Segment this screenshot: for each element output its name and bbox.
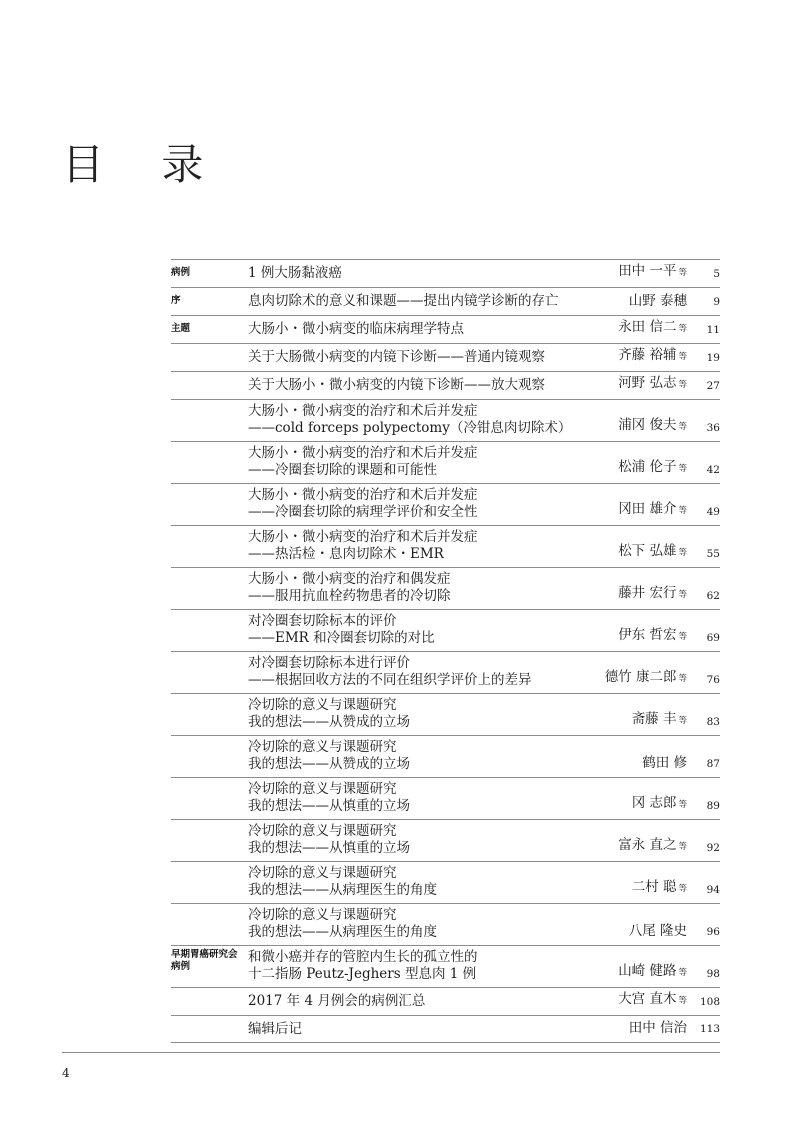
toc-entry-title bbox=[248, 949, 580, 983]
toc-row bbox=[171, 371, 720, 399]
toc-author-etal: 等 bbox=[678, 422, 687, 432]
toc-author-etal: 等 bbox=[678, 884, 687, 894]
toc-row bbox=[171, 609, 720, 651]
toc-page-number: 55 bbox=[706, 548, 720, 560]
toc-author-etal: 等 bbox=[678, 464, 687, 474]
toc-page-number: 94 bbox=[706, 884, 720, 896]
toc-author-etal: 等 bbox=[678, 268, 687, 278]
toc-row bbox=[171, 651, 720, 693]
toc-page-number: 76 bbox=[706, 674, 720, 686]
toc-author-name: 斋藤 丰 bbox=[631, 711, 677, 727]
toc-entry-line: 关于大肠微小病变的内镜下诊断——普通内镜观察 bbox=[248, 349, 545, 365]
toc-page-number: 98 bbox=[706, 968, 720, 980]
toc-entry-line: 1 例大肠黏液癌 bbox=[248, 265, 342, 281]
toc-author bbox=[618, 543, 687, 562]
toc-entry-title bbox=[248, 655, 580, 689]
toc-author bbox=[618, 991, 687, 1010]
toc-author-name: 富永 直之 bbox=[618, 837, 677, 853]
toc-row bbox=[171, 693, 720, 735]
toc-entry-line: 冷切除的意义与课题研究 bbox=[248, 865, 397, 881]
toc-entry-line: 大肠小・微小病变的治疗和术后并发症 bbox=[248, 403, 478, 419]
toc-author bbox=[629, 923, 687, 940]
toc-entry-title bbox=[248, 1021, 580, 1038]
toc-entry-line: 我的想法——从赞成的立场 bbox=[248, 756, 410, 772]
toc-row bbox=[171, 399, 720, 441]
toc-author-etal: 等 bbox=[678, 716, 687, 726]
toc-author bbox=[618, 347, 687, 366]
footer-rule bbox=[62, 1052, 720, 1053]
toc-author-etal: 等 bbox=[678, 548, 687, 558]
toc-entry-line: 大肠小・微小病变的临床病理学特点 bbox=[248, 321, 464, 337]
toc-entry-line: ——EMR 和冷圈套切除的对比 bbox=[248, 630, 435, 646]
toc-row bbox=[171, 1015, 720, 1043]
toc-author-name: 德竹 康二郎 bbox=[604, 669, 677, 685]
toc-page-number: 62 bbox=[706, 590, 720, 602]
toc-entry-line: 和微小癌并存的管腔内生长的孤立性的 bbox=[248, 949, 478, 965]
toc-row bbox=[171, 735, 720, 777]
toc-entry-line: 冷切除的意义与课题研究 bbox=[248, 739, 397, 755]
toc-row bbox=[171, 315, 720, 343]
toc-entry-title bbox=[248, 293, 580, 310]
toc-page-number: 19 bbox=[706, 352, 720, 364]
toc-author bbox=[618, 459, 687, 478]
toc-author-name: 永田 信二 bbox=[618, 319, 677, 335]
toc-author-etal: 等 bbox=[678, 800, 687, 810]
toc-author-name: 大宫 直木 bbox=[618, 991, 677, 1007]
toc-row bbox=[171, 903, 720, 945]
toc-author-name: 山崎 健路 bbox=[618, 963, 677, 979]
table-of-contents bbox=[171, 259, 720, 1043]
toc-author-name: 田中 信治 bbox=[628, 1020, 687, 1036]
toc-entry-title bbox=[248, 321, 580, 338]
toc-entry-line: 息肉切除术的意义和课题——提出内镜学诊断的存亡 bbox=[248, 293, 559, 309]
page-number: 4 bbox=[62, 1066, 70, 1080]
toc-author-etal: 等 bbox=[678, 352, 687, 362]
toc-author-name: 八尾 隆史 bbox=[628, 923, 687, 939]
toc-entry-line: ——服用抗血栓药物患者的冷切除 bbox=[248, 588, 451, 604]
toc-page-number: 92 bbox=[706, 842, 720, 854]
toc-row bbox=[171, 861, 720, 903]
toc-author-etal: 等 bbox=[678, 506, 687, 516]
toc-row bbox=[171, 567, 720, 609]
toc-author-name: 藤井 宏行 bbox=[618, 585, 677, 601]
toc-entry-title bbox=[248, 781, 580, 815]
toc-page-number: 9 bbox=[713, 296, 720, 308]
toc-entry-line: 大肠小・微小病变的治疗和术后并发症 bbox=[248, 487, 478, 503]
toc-row bbox=[171, 441, 720, 483]
toc-author-etal: 等 bbox=[678, 590, 687, 600]
toc-author-etal: 等 bbox=[678, 842, 687, 852]
toc-author bbox=[618, 963, 687, 982]
toc-entry-line: ——cold forceps polypectomy（冷钳息肉切除术） bbox=[248, 420, 572, 436]
page-title: 目 录 bbox=[62, 140, 226, 189]
toc-entry-title bbox=[248, 265, 580, 282]
toc-entry-line: 对冷圈套切除标本进行评价 bbox=[248, 655, 410, 671]
toc-page-number: 49 bbox=[706, 506, 720, 518]
toc-entry-line: ——冷圈套切除的课题和可能性 bbox=[248, 462, 437, 478]
toc-author-name: 冈 志郎 bbox=[631, 795, 677, 811]
toc-entry-title bbox=[248, 993, 580, 1010]
toc-author-name: 齐藤 裕辅 bbox=[618, 347, 677, 363]
toc-author bbox=[632, 879, 687, 898]
toc-row bbox=[171, 819, 720, 861]
toc-row bbox=[171, 987, 720, 1015]
toc-entry-line: 我的想法——从病理医生的角度 bbox=[248, 924, 437, 940]
toc-author bbox=[618, 319, 687, 338]
toc-entry-title bbox=[248, 907, 580, 941]
toc-page-number: 36 bbox=[706, 422, 720, 434]
toc-entry-title bbox=[248, 613, 580, 647]
toc-entry-line: 编辑后记 bbox=[248, 1021, 302, 1037]
toc-author-name: 松下 弘雄 bbox=[618, 543, 677, 559]
toc-author bbox=[618, 585, 687, 604]
toc-entry-title bbox=[248, 739, 580, 773]
toc-entry-line: 大肠小・微小病变的治疗和偶发症 bbox=[248, 571, 451, 587]
toc-page-number: 83 bbox=[706, 716, 720, 728]
toc-page-number: 42 bbox=[706, 464, 720, 476]
toc-entry-line: 我的想法——从赞成的立场 bbox=[248, 714, 410, 730]
toc-entry-title bbox=[248, 529, 580, 563]
toc-entry-title bbox=[248, 487, 580, 521]
toc-section-label: 序 bbox=[171, 295, 181, 306]
toc-entry-line: 对冷圈套切除标本的评价 bbox=[248, 613, 397, 629]
toc-author bbox=[629, 1020, 687, 1037]
toc-author bbox=[632, 795, 687, 814]
toc-page-number: 96 bbox=[706, 926, 720, 938]
toc-entry-line: 大肠小・微小病变的治疗和术后并发症 bbox=[248, 445, 478, 461]
toc-author-name: 鹤田 修 bbox=[642, 755, 687, 771]
toc-author-etal: 等 bbox=[678, 968, 687, 978]
toc-section-label: 主题 bbox=[171, 323, 191, 334]
toc-entry-line: 大肠小・微小病变的治疗和术后并发症 bbox=[248, 529, 478, 545]
toc-author bbox=[618, 263, 687, 282]
toc-row bbox=[171, 777, 720, 819]
toc-author bbox=[629, 293, 687, 310]
toc-author bbox=[605, 669, 687, 688]
toc-author bbox=[618, 417, 687, 436]
toc-author-name: 田中 一平 bbox=[618, 263, 677, 279]
toc-entry-line: 关于大肠小・微小病变的内镜下诊断——放大观察 bbox=[248, 377, 545, 393]
toc-entry-line: 我的想法——从病理医生的角度 bbox=[248, 882, 437, 898]
toc-page-number: 11 bbox=[706, 324, 720, 336]
toc-entry-line: 我的想法——从慎重的立场 bbox=[248, 798, 410, 814]
toc-author-name: 伊东 哲宏 bbox=[618, 627, 677, 643]
toc-author-etal: 等 bbox=[678, 380, 687, 390]
toc-entry-line: 冷切除的意义与课题研究 bbox=[248, 781, 397, 797]
toc-author-etal: 等 bbox=[678, 324, 687, 334]
toc-page-number: 108 bbox=[699, 996, 720, 1008]
toc-entry-line: 十二指肠 Peutz-Jeghers 型息肉 1 例 bbox=[248, 966, 477, 982]
toc-entry-line: 我的想法——从慎重的立场 bbox=[248, 840, 410, 856]
toc-author-name: 浦冈 俊夫 bbox=[618, 417, 677, 433]
toc-page-number: 113 bbox=[699, 1023, 720, 1035]
toc-section-label: 早期胃癌研究会 病例 bbox=[171, 949, 238, 972]
toc-row bbox=[171, 483, 720, 525]
toc-page-number: 27 bbox=[706, 380, 720, 392]
toc-section-label: 病例 bbox=[171, 267, 191, 278]
toc-entry-line: 冷切除的意义与课题研究 bbox=[248, 823, 397, 839]
toc-entry-title bbox=[248, 445, 580, 479]
toc-entry-line: ——热活检・息肉切除术・EMR bbox=[248, 546, 444, 562]
toc-author bbox=[618, 627, 687, 646]
toc-entry-title bbox=[248, 571, 580, 605]
toc-row bbox=[171, 259, 720, 287]
toc-entry-title bbox=[248, 403, 580, 437]
toc-entry-title bbox=[248, 349, 580, 366]
toc-row bbox=[171, 945, 720, 987]
toc-entry-line: 冷切除的意义与课题研究 bbox=[248, 907, 397, 923]
toc-page-number: 69 bbox=[706, 632, 720, 644]
toc-entry-title bbox=[248, 377, 580, 394]
toc-author bbox=[618, 501, 687, 520]
toc-page-number: 87 bbox=[706, 758, 720, 770]
toc-entry-line: ——冷圈套切除的病理学评价和安全性 bbox=[248, 504, 478, 520]
toc-author-etal: 等 bbox=[678, 632, 687, 642]
toc-row bbox=[171, 525, 720, 567]
toc-author bbox=[642, 755, 687, 772]
toc-row bbox=[171, 343, 720, 371]
toc-entry-line: 冷切除的意义与课题研究 bbox=[248, 697, 397, 713]
toc-page-number: 5 bbox=[713, 268, 720, 280]
toc-author-name: 冈田 雄介 bbox=[618, 501, 677, 517]
toc-entry-title bbox=[248, 697, 580, 731]
toc-author-etal: 等 bbox=[678, 674, 687, 684]
toc-row bbox=[171, 287, 720, 315]
toc-author-name: 山野 泰穗 bbox=[628, 293, 687, 309]
toc-author-etal: 等 bbox=[678, 996, 687, 1006]
toc-entry-line: 2017 年 4 月例会的病例汇总 bbox=[248, 993, 426, 1009]
toc-author bbox=[618, 375, 687, 394]
toc-entry-title bbox=[248, 823, 580, 857]
toc-author bbox=[618, 837, 687, 856]
toc-author-name: 松浦 伦子 bbox=[618, 459, 677, 475]
toc-page-number: 89 bbox=[706, 800, 720, 812]
toc-author bbox=[632, 711, 687, 730]
toc-author-name: 二村 聪 bbox=[631, 879, 677, 895]
toc-author-name: 河野 弘志 bbox=[618, 375, 677, 391]
toc-entry-title bbox=[248, 865, 580, 899]
toc-entry-line: ——根据回收方法的不同在组织学评价上的差异 bbox=[248, 672, 532, 688]
